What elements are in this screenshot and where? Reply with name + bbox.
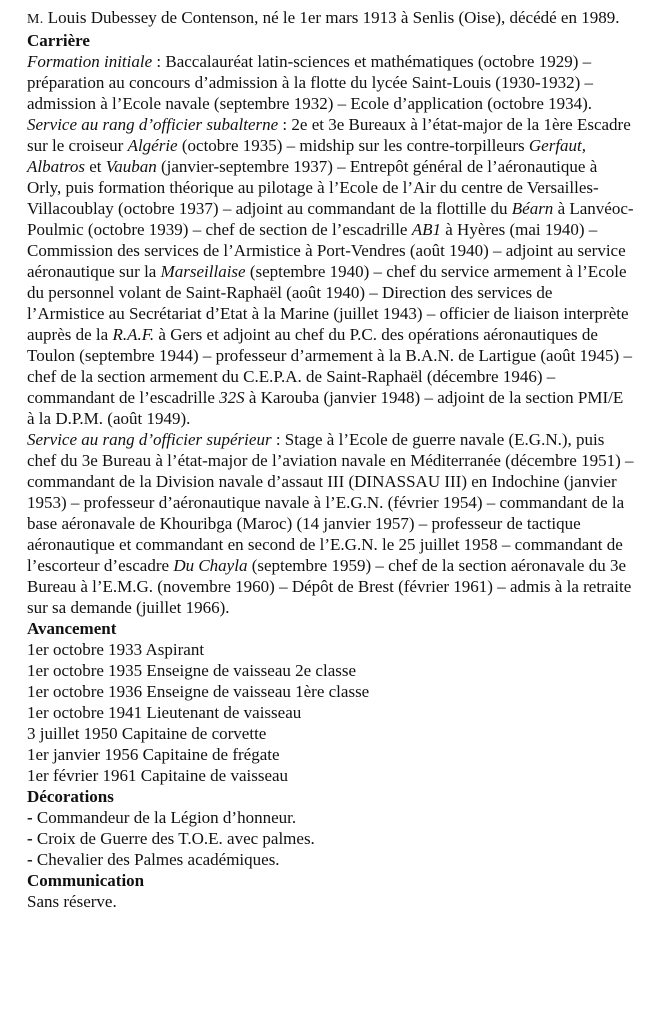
section-communication: [27, 870, 634, 912]
text-run: et: [84, 157, 106, 176]
text-run: -: [27, 808, 33, 827]
text-run: R.A.F.: [112, 325, 155, 344]
text-run: -: [27, 829, 33, 848]
paragraph: [27, 807, 634, 828]
text-run: Croix de Guerre des T.O.E. avec palmes.: [32, 829, 315, 848]
text-run: à Hyères (mai 1940) – Commission des services de l’Armistice à Port-Vendres (août 1940) – adjoint au service aéronautique sur la: [27, 220, 626, 281]
section-body-decorations: [27, 807, 634, 870]
section-carriere: [27, 30, 634, 618]
section-body-carriere: [27, 51, 634, 618]
text-run: Marseillaise: [160, 262, 246, 281]
text-line: 1er octobre 1941 Lieutenant de vaisseau: [27, 703, 302, 722]
text-run: à Karouba (janvier 1948) – adjoint de la section PMI/E à la D.P.M. (août 1949).: [27, 388, 624, 428]
text-line: 3 juillet 1950 Capitaine de corvette: [27, 724, 267, 743]
text-run: 32S: [219, 388, 245, 407]
text-run: à Gers et adjoint au chef du P.C. des opérations aéronautiques de Toulon (septembre 1944) – professeur d’armement à la B.A.N. de Lartigue (août 1945) – chef de la section armement du C.E.P.A. de Saint-Raphaël (décembre 1946) – commandant de l’escadrille: [27, 325, 632, 407]
text-run: Vauban: [105, 157, 157, 176]
section-body-communication: [27, 891, 634, 912]
section-body-avancement: [27, 639, 634, 786]
text-line: Sans réserve.: [27, 892, 117, 911]
intro-paragraph: [27, 7, 634, 30]
paragraph: [27, 828, 634, 849]
section-avancement: [27, 618, 634, 786]
section-heading-avancement: Avancement: [27, 619, 117, 638]
paragraph: [27, 114, 634, 429]
text-run: (janvier-septembre 1937) – Entrepôt général de l’aéronautique à Orly, puis formation théorique au pilotage à l’Ecole de l’Air du centre de Versailles-Villacoublay (octobre 1937) – adjoint au commandant de la flottille du: [27, 157, 599, 218]
text-run: Commandeur de la Légion d’honneur.: [32, 808, 297, 827]
text-run: Formation initiale: [27, 52, 153, 71]
text-run: à Lanvéoc-Poulmic (octobre 1939) – chef de section de l’escadrille: [27, 199, 634, 239]
text-line: 1er octobre 1936 Enseigne de vaisseau 1ère classe: [27, 682, 370, 701]
text-run: Béarn: [511, 199, 554, 218]
text-line: 1er février 1961 Capitaine de vaisseau: [27, 766, 289, 785]
text-run: : Stage à l’Ecole de guerre navale (E.G.N.), puis chef du 3e Bureau à l’état-major de l’aviation navale en Méditerranée (décembre 1951) – commandant de la Division navale d’assaut III (DINASSAU III) en Indochine (janvier 1953) – professeur d’aéronautique navale à l’E.G.N. (février 1954) – commandant de la base aéronavale de Khouribga (Maroc) (14 janvier 1957) – professeur de tactique aéronautique et commandant en second de l’E.G.N. le 25 juillet 1958 – commandant de l’escorteur d’escadre: [27, 430, 634, 575]
text-run: -: [27, 850, 33, 869]
paragraph: [27, 429, 634, 618]
text-run: (septembre 1959) – chef de la section aéronavale du 3e Bureau à l’E.M.G. (novembre 1960) – Dépôt de Brest (février 1961) – admis à la retraite sur sa demande (juillet 1966).: [27, 556, 632, 617]
section-heading-decorations: Décorations: [27, 787, 114, 806]
text-run: Algérie: [127, 136, 178, 155]
text-run: Gerfaut, Albatros: [27, 136, 587, 176]
paragraph: [27, 849, 634, 870]
text-run: (septembre 1940) – chef du service armement à l’Ecole du personnel volant de Saint-Raphaël (août 1940) – Direction des services de l’Armistice au Secrétariat d’Etat à la Marine (juillet 1943) – officier de liaison interprète auprès de la: [27, 262, 629, 344]
text-run: Service au rang d’officier subalterne: [27, 115, 279, 134]
text-line: 1er octobre 1935 Enseigne de vaisseau 2e classe: [27, 661, 357, 680]
section-heading-carriere: Carrière: [27, 31, 90, 50]
text-run: M.: [27, 12, 44, 27]
paragraph: [27, 51, 634, 114]
text-run: Louis Dubessey de Contenson, né le 1er mars 1913 à Senlis (Oise), décédé en 1989.: [43, 8, 620, 27]
text-run: (octobre 1935) – midship sur les contre-torpilleurs: [177, 136, 529, 155]
section-decorations: [27, 786, 634, 870]
text-run: AB1: [411, 220, 442, 239]
text-line: 1er octobre 1933 Aspirant: [27, 640, 205, 659]
text-run: Chevalier des Palmes académiques.: [32, 850, 280, 869]
text-run: : 2e et 3e Bureaux à l’état-major de la 1ère Escadre sur le croiseur: [27, 115, 631, 155]
text-run: Service au rang d’officier supérieur: [27, 430, 272, 449]
section-heading-communication: Communication: [27, 871, 145, 890]
text-line: 1er janvier 1956 Capitaine de frégate: [27, 745, 280, 764]
text-run: : Baccalauréat latin-sciences et mathématiques (octobre 1929) – préparation au concours d’admission à la flotte du lycée Saint-Louis (1930-1932) – admission à l’Ecole navale (septembre 1932) – Ecole d’application (octobre 1934).: [27, 52, 594, 113]
text-run: Du Chayla: [173, 556, 248, 575]
